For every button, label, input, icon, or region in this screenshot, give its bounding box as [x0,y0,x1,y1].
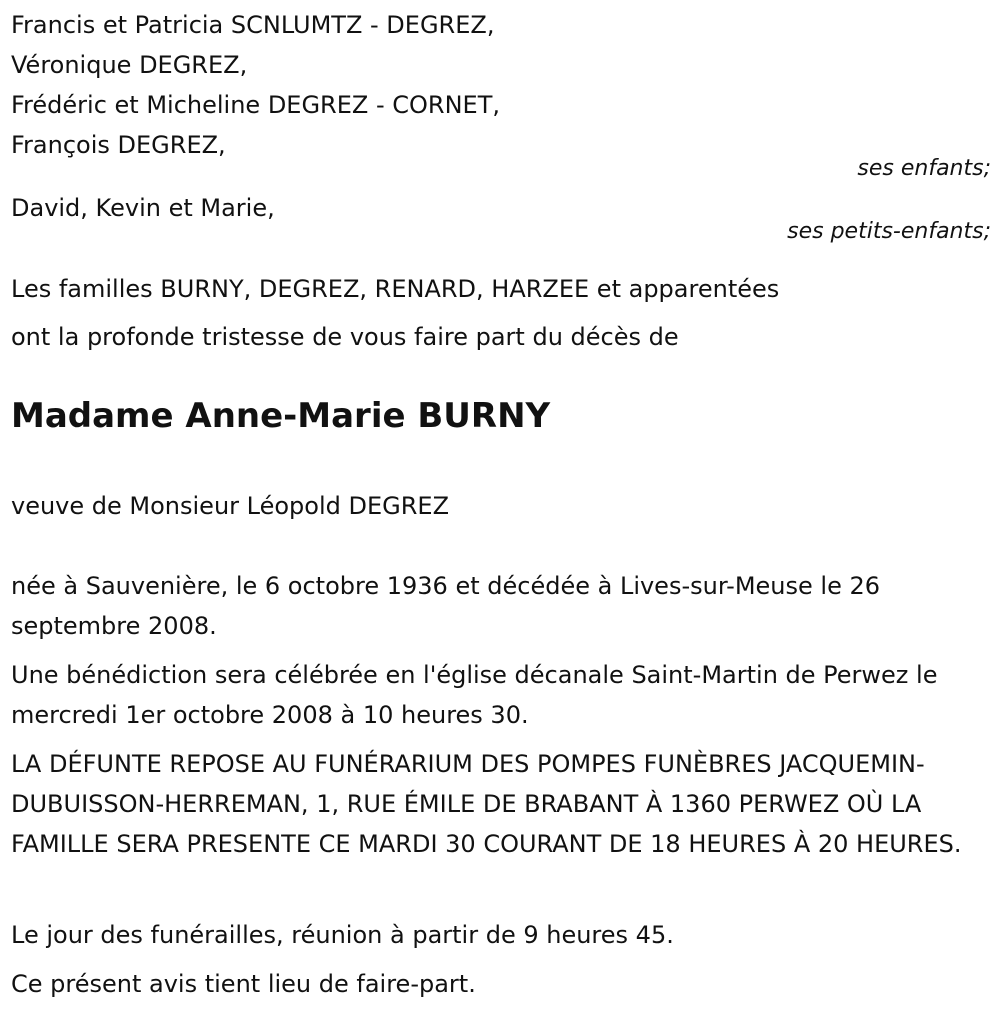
children-label: ses enfants; [857,156,991,181]
child-line: Véronique DEGREZ, [11,51,248,79]
child-line: Francis et Patricia SCNLUMTZ - DEGREZ, [11,11,495,39]
announcement-line: ont la profonde tristesse de vous faire part du décès de [11,323,679,351]
child-line: Frédéric et Micheline DEGREZ - CORNET, [11,91,500,119]
meeting-line: Le jour des funérailles, réunion à partir de 9 heures 45. [11,921,674,949]
grandchildren-label: ses petits-enfants; [787,219,991,244]
birth-death-paragraph: née à Sauvenière, le 6 octobre 1936 et décédée à Lives-sur-Meuse le 26 septembre 2008. [11,572,881,640]
funeral-home-paragraph: LA DÉFUNTE REPOSE AU FUNÉRARIUM DES POMPES FUNÈBRES JACQUEMIN-DUBUISSON-HERREMAN, 1, RUE ÉMILE DE BRABANT À 1360 PERWEZ OÙ LA FAMILLE SERA PRESENTE CE MARDI 30 COURANT DE 18 HEURES À 20 HEURES. [11,750,962,858]
notice-line: Ce présent avis tient lieu de faire-part. [11,970,476,998]
grandchildren-line: David, Kevin et Marie, [11,194,275,222]
widow-of-line: veuve de Monsieur Léopold DEGREZ [11,492,450,520]
blessing-paragraph: Une bénédiction sera célébrée en l'église décanale Saint-Martin de Perwez le mercredi 1er octobre 2008 à 10 heures 30. [11,661,938,729]
families-line: Les familles BURNY, DEGREZ, RENARD, HARZEE et apparentées [11,275,780,303]
deceased-name: Madame Anne-Marie BURNY [11,396,551,436]
child-line: François DEGREZ, [11,131,226,159]
